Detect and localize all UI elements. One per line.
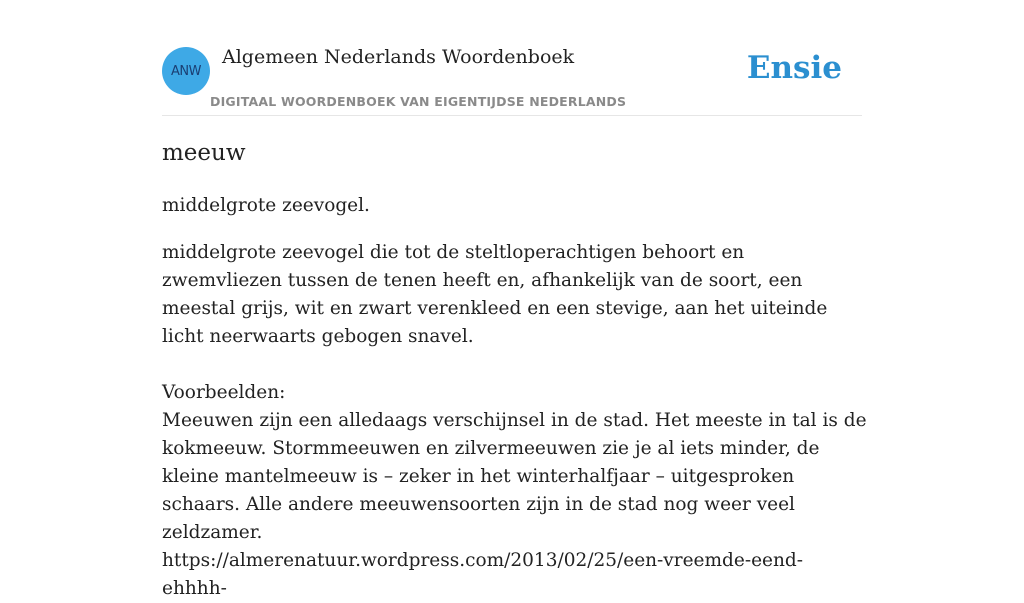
anw-logo[interactable]	[162, 47, 210, 95]
spacer	[162, 351, 867, 379]
entry-word: meeuw	[162, 140, 246, 166]
example-text: Meeuwen zijn een alledaags verschijnsel in de stad. Het meeste in tal is de kokmeeuw. Stormmeeuwen en zilvermeeuwen zie je al iets minder, de kleine mantelmeeuw is – zeker in het winterhalfjaar – uitgesproken schaars. Alle andere meeuwensoorten zijn in de stad nog weer veel zeldzamer.	[162, 410, 867, 543]
site-subtitle: DIGITAAL WOORDENBOEK VAN EIGENTIJDSE NEDERLANDS	[210, 94, 627, 109]
entry-body	[162, 239, 867, 603]
examples-label: Voorbeelden:	[162, 382, 286, 403]
full-definition: middelgrote zeevogel die tot de steltloperachtigen behoort en zwemvliezen tussen de tenen heeft en, afhankelijk van de soort, een meestal grijs, wit en zwart verenkleed en een stevige, aan het uiteinde licht neerwaarts gebogen snavel.	[162, 242, 828, 347]
ensie-brand-logo[interactable]: Ensie	[746, 50, 842, 86]
site-header	[162, 0, 862, 116]
page	[162, 0, 867, 599]
site-title[interactable]: Algemeen Nederlands Woordenboek	[222, 46, 575, 68]
example-source-link[interactable]: https://almerenatuur.wordpress.com/2013/02/25/een-vreemde-eend-ehhhh-	[162, 550, 803, 599]
logo-text: ANW	[171, 63, 201, 79]
short-definition: middelgrote zeevogel.	[162, 195, 370, 216]
